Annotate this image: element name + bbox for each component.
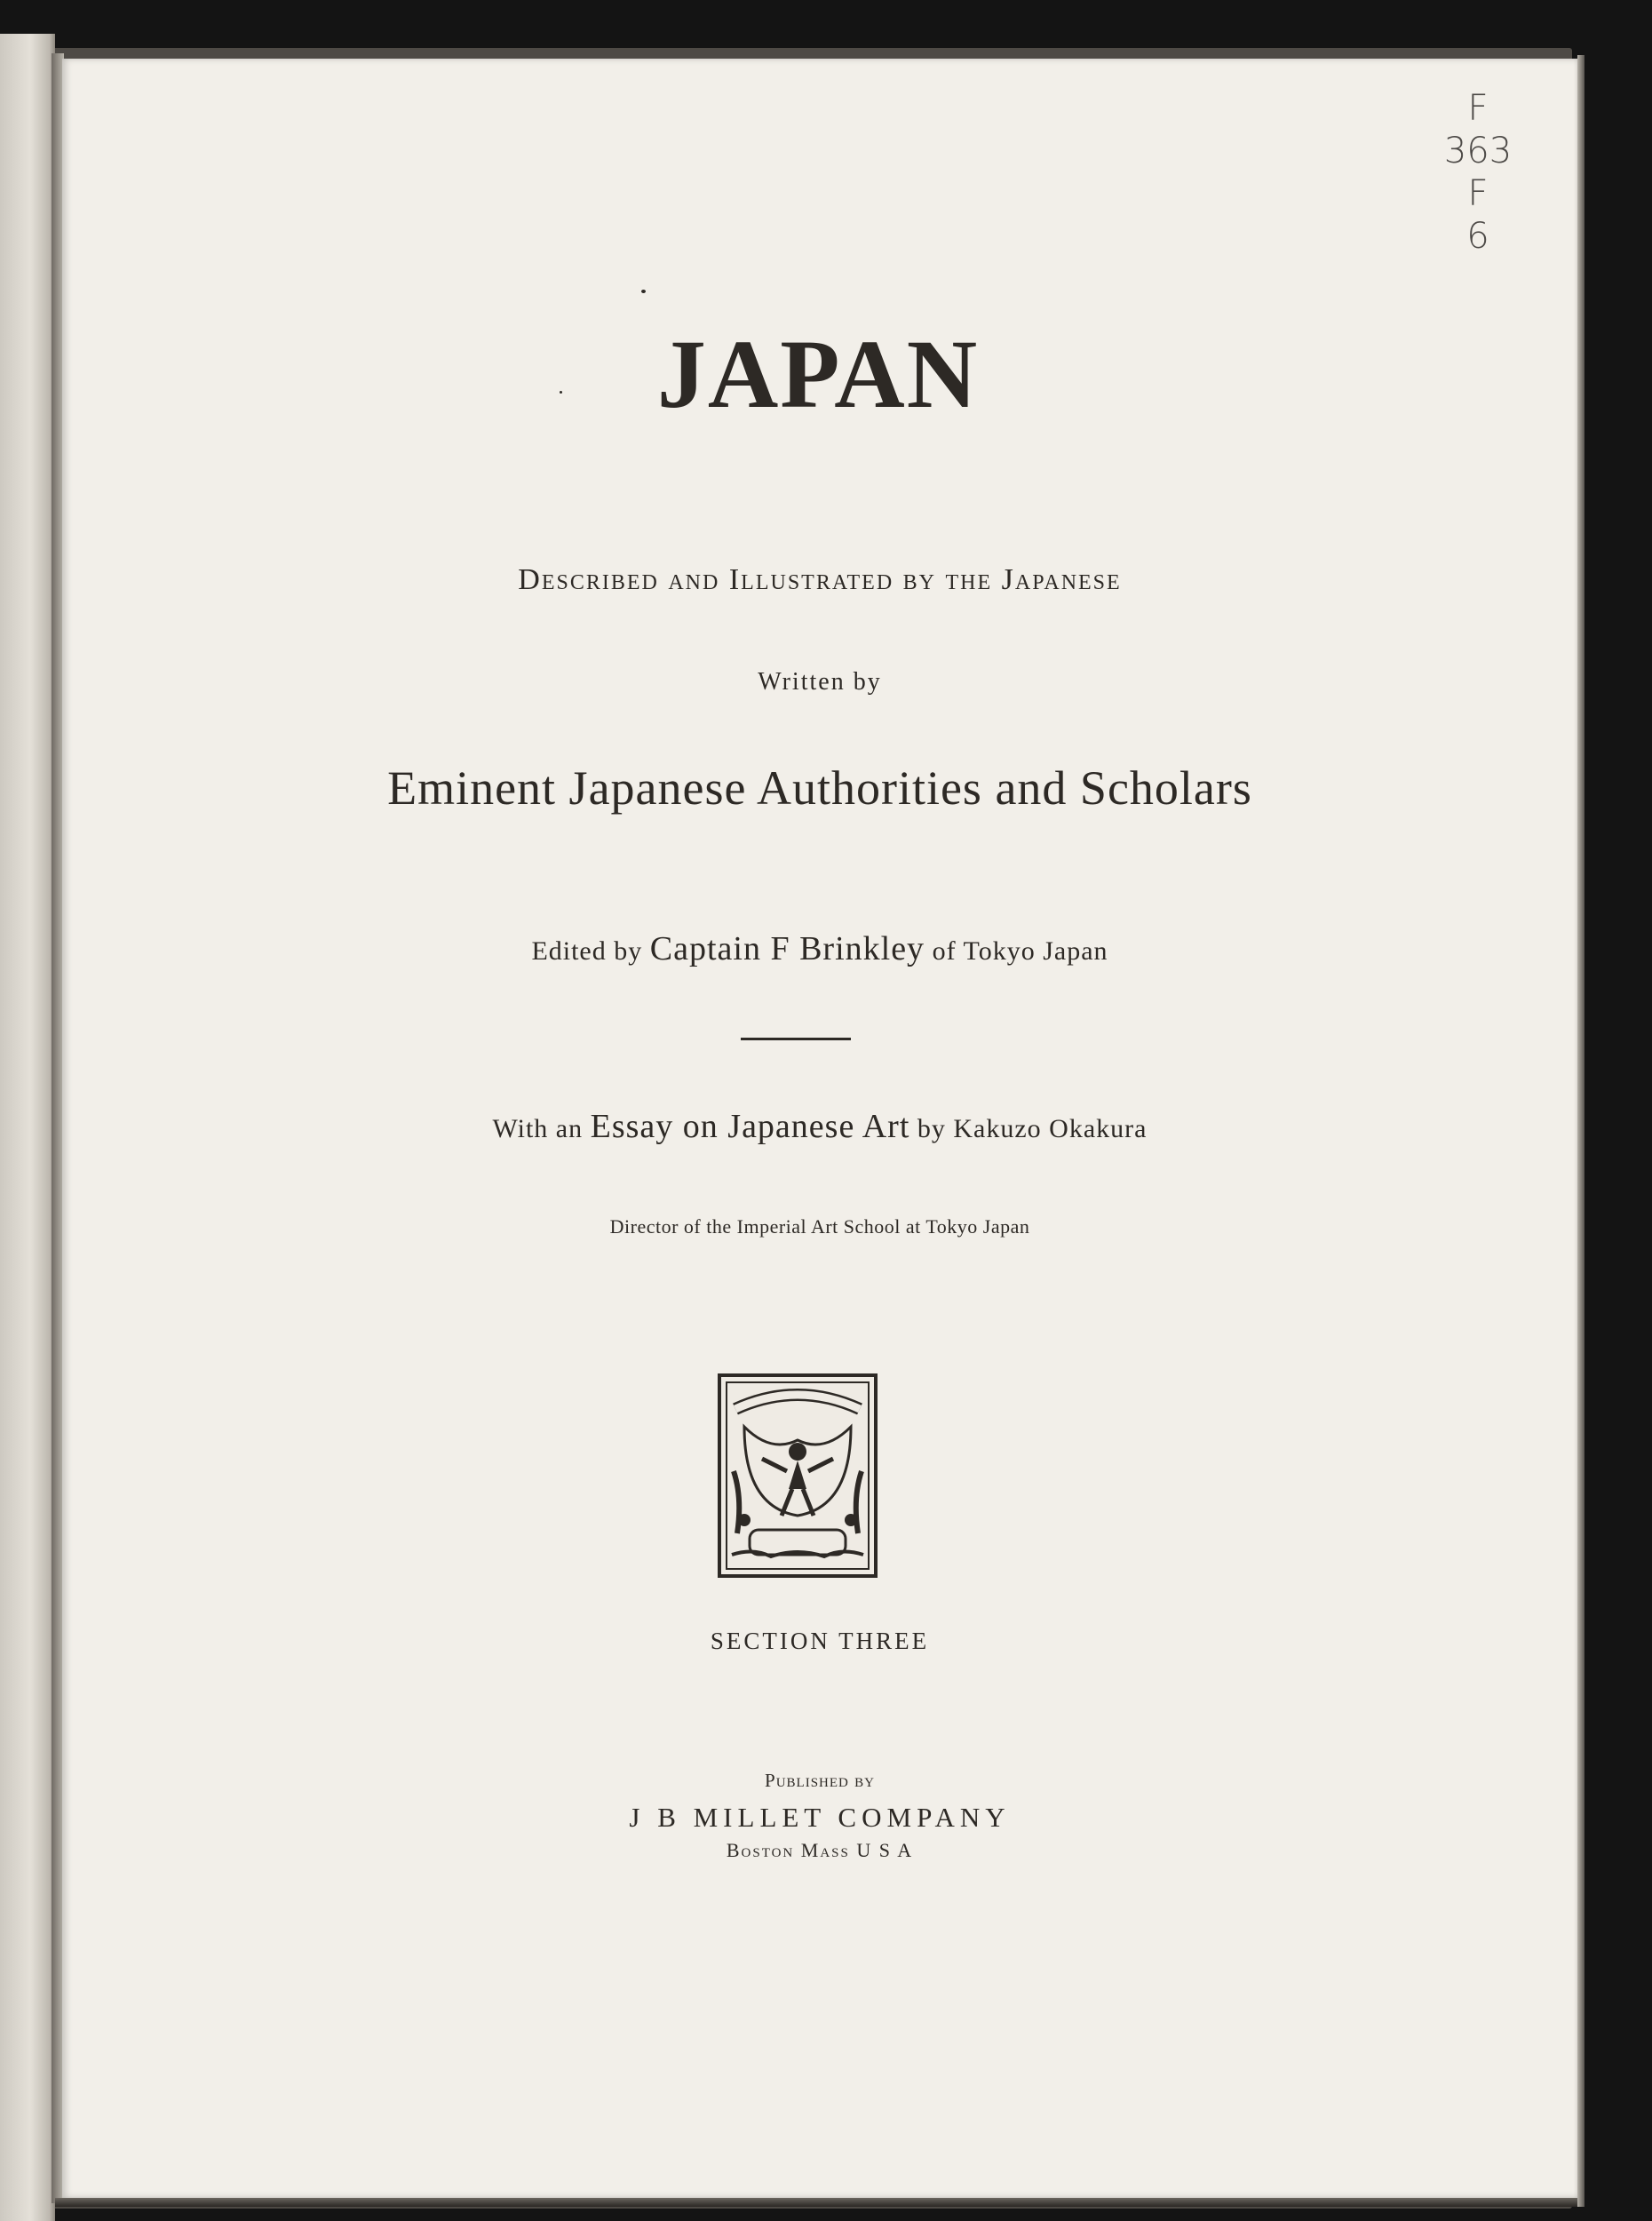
book-title: JAPAN [656, 320, 980, 428]
published-by-label: Published by [765, 1770, 875, 1791]
editor-prefix: Edited by [531, 936, 643, 966]
written-by-label: Written by [758, 668, 882, 696]
left-page-edge [0, 34, 55, 2221]
divider-rule [741, 1038, 851, 1040]
printers-mark [718, 1373, 878, 1578]
essay-author: Kakuzo Okakura [953, 1114, 1148, 1143]
ink-speck [560, 391, 562, 394]
publisher-name: J B MILLET COMPANY [629, 1802, 1011, 1833]
call-number-line: 6 [1466, 216, 1489, 257]
title-page [62, 59, 1577, 2198]
section-label: SECTION THREE [710, 1628, 930, 1654]
essay-title: Essay on Japanese Art [590, 1108, 910, 1145]
call-number-line: F [1467, 173, 1489, 214]
handwritten-call-number [1434, 87, 1522, 258]
director-line: Director of the Imperial Art School at Tokyo Japan [609, 1215, 1030, 1238]
essay-by: by [917, 1114, 946, 1143]
call-number-line: F [1467, 88, 1489, 129]
editor-line [62, 929, 1577, 968]
authors-line: Eminent Japanese Authorities and Scholars [387, 761, 1252, 815]
ink-speck [641, 290, 646, 293]
essay-line [62, 1107, 1577, 1146]
page-right-edge [1577, 55, 1584, 2207]
book-subtitle: Described and Illustrated by the Japanese [518, 563, 1122, 596]
editor-name: Captain F Brinkley [649, 930, 925, 967]
editor-suffix: of Tokyo Japan [932, 936, 1108, 966]
essay-prefix: With an [492, 1114, 584, 1143]
publisher-location: Boston Mass U S A [726, 1839, 914, 1861]
call-number-line: 363 [1443, 131, 1513, 171]
page-bottom-edge [55, 2198, 1577, 2207]
